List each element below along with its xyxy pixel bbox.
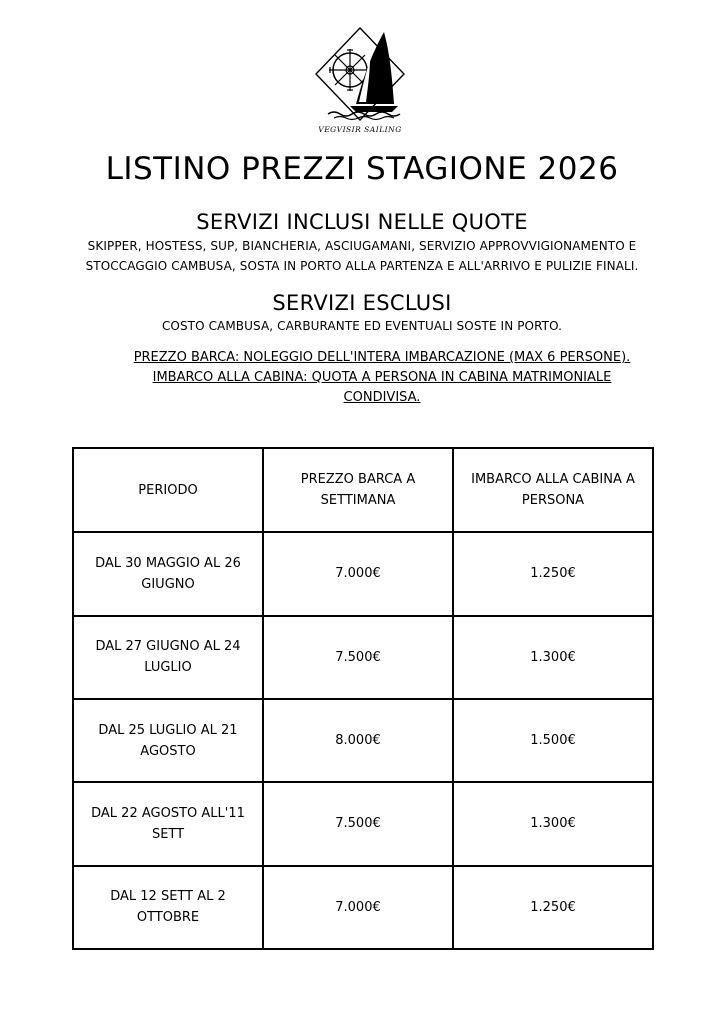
cell-cabin-price: 1.300€ [453, 616, 653, 699]
cell-period: DAL 22 AGOSTO ALL'11 SETT [73, 782, 263, 865]
brand-name: VEGVISIR SAILING [318, 125, 402, 134]
header-boat-price: PREZZO BARCA A SETTIMANA [263, 448, 453, 532]
page-title: LISTINO PREZZI STAGIONE 2026 [105, 151, 619, 187]
table-row [73, 616, 653, 699]
cell-cabin-price: 1.250€ [453, 866, 653, 949]
included-services-text [30, 236, 694, 276]
table-row [73, 532, 653, 615]
header-period: PERIODO [73, 448, 263, 532]
cell-boat-price: 7.500€ [263, 616, 453, 699]
included-services-line: SKIPPER, HOSTESS, SUP, BIANCHERIA, ASCIUGAMANI, SERVIZIO APPROVVIGIONAMENTO E [87, 239, 637, 253]
cell-boat-price: 8.000€ [263, 699, 453, 782]
note-line: PREZZO BARCA: NOLEGGIO DELL'INTERA IMBARCAZIONE (MAX 6 PERSONE). [133, 350, 631, 365]
excluded-services-text: COSTO CAMBUSA, CARBURANTE ED EVENTUALI SOSTE IN PORTO. [161, 319, 563, 333]
note-line: IMBARCO ALLA CABINA: QUOTA A PERSONA IN CABINA MATRIMONIALE [152, 370, 612, 385]
included-services-heading: SERVIZI INCLUSI NELLE QUOTE [196, 210, 528, 234]
cell-cabin-price: 1.300€ [453, 782, 653, 865]
cell-cabin-price: 1.500€ [453, 699, 653, 782]
included-services-line: STOCCAGGIO CAMBUSA, SOSTA IN PORTO ALLA PARTENZA E ALL'ARRIVO E PULIZIE FINALI. [85, 259, 639, 273]
price-table [72, 447, 654, 950]
excluded-services-heading: SERVIZI ESCLUSI [272, 291, 452, 315]
pricing-notes [60, 348, 704, 408]
cell-period: DAL 25 LUGLIO AL 21 AGOSTO [73, 699, 263, 782]
note-line: CONDIVISA. [343, 390, 421, 405]
cell-boat-price: 7.000€ [263, 532, 453, 615]
logo [310, 22, 410, 134]
table-row [73, 699, 653, 782]
table-header-row [73, 448, 653, 532]
cell-period: DAL 12 SETT AL 2 OTTOBRE [73, 866, 263, 949]
cell-period: DAL 27 GIUGNO AL 24 LUGLIO [73, 616, 263, 699]
cell-period: DAL 30 MAGGIO AL 26 GIUGNO [73, 532, 263, 615]
table-row [73, 782, 653, 865]
sailboat-compass-logo-icon [310, 22, 410, 134]
cell-boat-price: 7.000€ [263, 866, 453, 949]
header-cabin-price: IMBARCO ALLA CABINA A PERSONA [453, 448, 653, 532]
cell-cabin-price: 1.250€ [453, 532, 653, 615]
cell-boat-price: 7.500€ [263, 782, 453, 865]
table-row [73, 866, 653, 949]
